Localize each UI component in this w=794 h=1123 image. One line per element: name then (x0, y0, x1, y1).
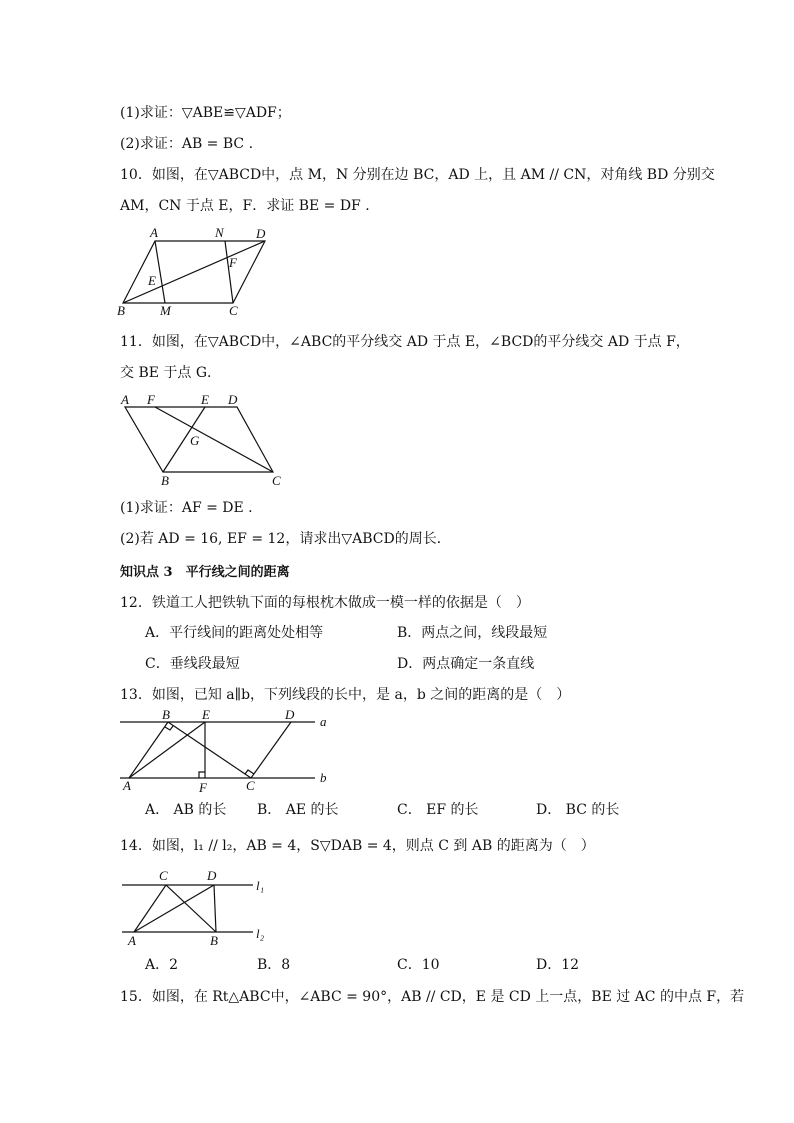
q10-label-e: E (148, 273, 156, 288)
q13-option-d: D． BC 的长 (536, 802, 620, 818)
q13-segment-ae (129, 722, 205, 778)
q11-label-e: E (201, 392, 209, 407)
q10-label-f: F (229, 255, 237, 270)
q10-segment-am (155, 241, 165, 303)
q14-label-l1: l₁ (256, 878, 265, 893)
q14-label-c: C (159, 868, 168, 883)
q13-stem: 13．如图，已知 a∥b，下列线段的长中，是 a，b 之间的距离的是（ ） (120, 687, 571, 703)
q14-segment-ac (134, 885, 166, 932)
q15-stem-line1: 15．如图，在 Rt△ABC中，∠ABC = 90°，AB // CD，E 是 CD 上一点，BE 过 AC 的中点 F，若 (120, 989, 745, 1005)
q13-segment-ab (129, 722, 168, 778)
q13-right-angle-c (245, 770, 254, 774)
q11-label-d: D (228, 392, 238, 407)
q14-label-l2: l₂ (256, 926, 265, 941)
q12-option-b: B．两点之间，线段最短 (397, 625, 548, 641)
q13-label-b-line: b (320, 770, 327, 785)
q10-label-d: D (256, 226, 266, 241)
q10-figure (115, 224, 275, 319)
q13-label-a: A (123, 778, 131, 793)
q11-stem-line1: 11．如图，在▽ABCD中，∠ABC的平分线交 AD 于点 E，∠BCD的平分线交 AD 于点 F， (120, 334, 690, 350)
q13-label-b: B (162, 707, 170, 722)
q11-label-a: A (121, 392, 129, 407)
q13-label-e: E (202, 707, 210, 722)
q13-label-f: F (199, 780, 207, 795)
q12-option-d: D．两点确定一条直线 (397, 656, 535, 672)
q11-label-f: F (147, 392, 155, 407)
q10-label-c: C (229, 303, 238, 318)
q11-label-b: B (161, 473, 169, 488)
q10-label-n: N (215, 225, 224, 240)
q9-part2: (2)求证：AB = BC . (120, 136, 254, 152)
q10-label-m: M (160, 303, 171, 318)
q14-figure (118, 866, 278, 946)
q10-segment-cn (225, 241, 233, 303)
q10-label-b: B (117, 303, 125, 318)
q11-label-c: C (272, 473, 281, 488)
q14-label-a: A (128, 933, 136, 948)
q11-part2: (2)若 AD = 16, EF = 12，请求出▽ABCD的周长． (120, 531, 451, 547)
q11-part1: (1)求证：AF = DE . (120, 500, 253, 516)
q14-option-a: A．2 (145, 957, 179, 973)
q14-option-d: D．12 (536, 957, 580, 973)
q14-label-d: D (207, 868, 217, 883)
q12-stem: 12．铁道工人把铁轨下面的每根枕木做成一模一样的依据是（ ） (120, 595, 530, 611)
q13-segment-bc (168, 722, 251, 778)
section-heading: 知识点 3 平行线之间的距离 (120, 565, 290, 580)
q13-right-angle-f (199, 772, 205, 778)
q10-label-a: A (150, 225, 158, 240)
q11-label-g: G (190, 433, 200, 448)
q11-figure (115, 390, 290, 490)
q13-figure (115, 708, 335, 793)
q14-stem: 14．如图，l₁ // l₂，AB = 4，S▽DAB = 4，则点 C 到 AB 的距离为（ ） (120, 838, 595, 854)
q13-label-a-line: a (320, 714, 327, 729)
q14-label-b: B (210, 933, 218, 948)
q13-option-a: A． AB 的长 (145, 802, 227, 818)
q13-option-c: C． EF 的长 (397, 802, 479, 818)
q10-stem-line2: AM，CN 于点 E，F．求证 BE = DF . (120, 198, 370, 214)
q13-option-b: B． AE 的长 (257, 802, 339, 818)
q12-option-a: A．平行线间的距离处处相等 (145, 625, 324, 641)
q14-segment-bd (214, 885, 216, 932)
q11-stem-line2: 交 BE 于点 G． (120, 365, 222, 381)
q13-right-angle-b (165, 726, 173, 730)
q14-option-c: C．10 (397, 957, 440, 973)
q13-segment-cd (251, 722, 291, 778)
q10-stem-line1: 10．如图，在▽ABCD中，点 M，N 分别在边 BC，AD 上，且 AM // CN，对角线 BD 分别交 (120, 167, 715, 183)
q9-part1: (1)求证：▽ABE≌▽ADF； (120, 105, 291, 121)
q10-diagonal-bd (123, 241, 265, 303)
q12-option-c: C．垂线段最短 (145, 656, 240, 672)
q13-label-c: C (246, 778, 255, 793)
q13-label-d: D (285, 707, 295, 722)
q14-option-b: B．8 (257, 957, 291, 973)
